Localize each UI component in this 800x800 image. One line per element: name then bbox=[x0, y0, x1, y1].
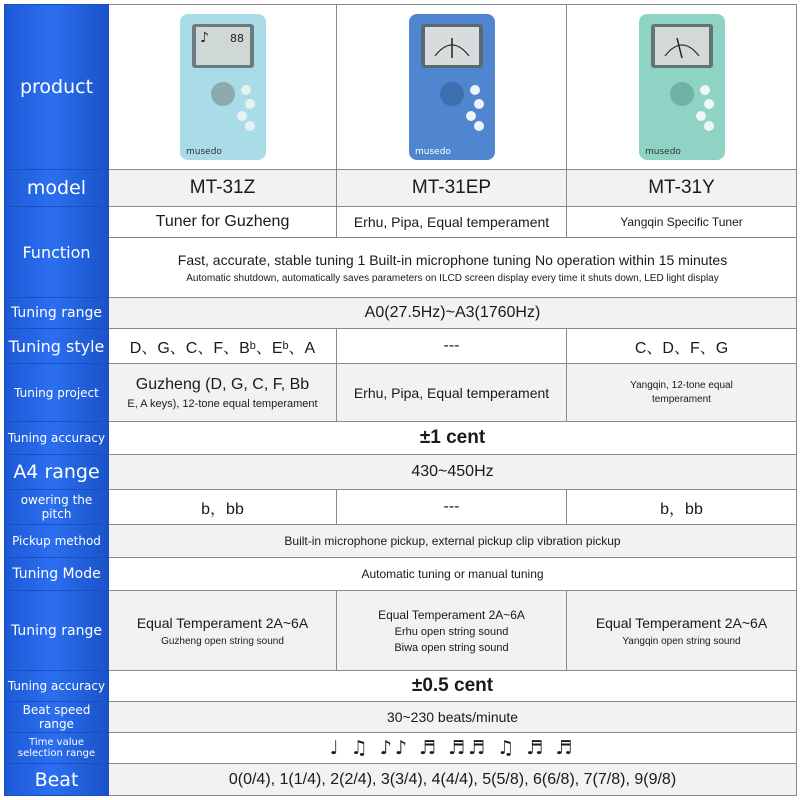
function-mt31z: Tuner for Guzheng bbox=[109, 207, 337, 238]
lowering-mt31z: b，bb bbox=[109, 490, 337, 525]
product-image-mt31ep bbox=[337, 5, 567, 170]
product-image-mt31z bbox=[109, 5, 337, 170]
row-label-tuning-accuracy: Tuning accuracy bbox=[5, 422, 109, 455]
row-label-beat: Beat bbox=[5, 764, 109, 796]
row-label-tuning-mode: Tuning Mode bbox=[5, 558, 109, 591]
tuning-accuracy2-value: ±0.5 cent bbox=[109, 671, 797, 702]
row-label-pickup-method: Pickup method bbox=[5, 525, 109, 558]
tuning-range2-mt31ep-sub2: Biwa open string sound bbox=[394, 641, 509, 654]
tuning-accuracy-value: ±1 cent bbox=[109, 422, 797, 455]
product-image-mt31y bbox=[567, 5, 797, 170]
tuning-style-mt31ep: --- bbox=[337, 329, 567, 364]
tuning-range2-mt31ep bbox=[337, 591, 567, 671]
tuning-mode-value: Automatic tuning or manual tuning bbox=[109, 558, 797, 591]
row-label-tuning-style: Tuning style bbox=[5, 329, 109, 364]
row-label-tuning-range-2: Tuning range bbox=[5, 591, 109, 671]
tuning-range2-mt31z-sub: Guzheng open string sound bbox=[161, 635, 284, 647]
model-mt31ep: MT-31EP bbox=[337, 170, 567, 207]
tuning-range2-mt31y-sub: Yangqin open string sound bbox=[622, 635, 741, 647]
tuning-project-mt31y bbox=[567, 364, 797, 422]
model-mt31z: MT-31Z bbox=[109, 170, 337, 207]
row-label-beat-speed: Beat speed range bbox=[5, 702, 109, 733]
tuning-project-mt31z-main: Guzheng (D, G, C, F, Bb bbox=[135, 375, 310, 393]
lowering-mt31ep: --- bbox=[337, 490, 567, 525]
tuning-project-mt31z-sub: E, A keys), 12-tone equal temperament bbox=[127, 397, 318, 410]
tuner-device-icon bbox=[407, 12, 497, 162]
row-label-tuning-range: Tuning range bbox=[5, 298, 109, 329]
tuning-range2-mt31y-main: Equal Temperament 2A~6A bbox=[595, 614, 768, 631]
row-label-time-value: Time value selection range bbox=[5, 733, 109, 764]
function-mt31y: Yangqin Specific Tuner bbox=[567, 207, 797, 238]
svg-text:♪: ♪ bbox=[199, 30, 209, 46]
tuning-range2-mt31ep-main: Equal Temperament 2A~6A bbox=[378, 607, 525, 622]
row-label-function: Function bbox=[5, 207, 109, 298]
beat-speed-value: 30~230 beats/minute bbox=[109, 702, 797, 733]
row-label-tuning-accuracy-2: Tuning accuracy bbox=[5, 671, 109, 702]
lowering-mt31y: b，bb bbox=[567, 490, 797, 525]
function-mt31ep: Erhu, Pipa, Equal temperament bbox=[337, 207, 567, 238]
beat-value: 0(0/4), 1(1/4), 2(2/4), 3(3/4), 4(4/4), 5(5/8), 6(6/8), 7(7/8), 9(9/8) bbox=[109, 764, 797, 796]
row-label-a4-range: A4 range bbox=[5, 455, 109, 490]
row-label-tuning-project: Tuning project bbox=[5, 364, 109, 422]
tuning-range2-mt31z-main: Equal Temperament 2A~6A bbox=[136, 614, 309, 631]
tuning-style-mt31z: D、G、C、F、Bᵇ、Eᵇ、A bbox=[109, 329, 337, 364]
tuning-project-mt31y-line1: Yangqin, 12-tone equal bbox=[630, 380, 733, 391]
tuning-range2-mt31ep-sub1: Erhu open string sound bbox=[394, 625, 509, 638]
tuning-range-value: A0(27.5Hz)~A3(1760Hz) bbox=[109, 298, 797, 329]
device-display-text: 88 bbox=[229, 32, 244, 45]
function-sub-text: Automatic shutdown, automatically saves parameters on ILCD screen display every time it shuts down, LED light display bbox=[186, 272, 719, 284]
tuning-project-mt31z bbox=[109, 364, 337, 422]
function-main-text: Fast, accurate, stable tuning 1 Built-in microphone tuning No operation within 15 minutes bbox=[177, 251, 728, 268]
tuning-project-mt31y-line2: temperament bbox=[652, 394, 711, 405]
tuning-style-mt31y: C、D、F、G bbox=[567, 329, 797, 364]
tuner-device-icon bbox=[178, 12, 268, 162]
time-value-notes: ♩ ♫ ♪♪ ♬ ♬♬ ♫ ♬ ♬ bbox=[109, 733, 797, 764]
device-brand-text: musedo bbox=[185, 147, 222, 157]
pickup-value: Built-in microphone pickup, external pickup clip vibration pickup bbox=[109, 525, 797, 558]
device-brand-text: musedo bbox=[414, 147, 451, 157]
model-mt31y: MT-31Y bbox=[567, 170, 797, 207]
row-label-product: product bbox=[5, 5, 109, 170]
a4-range-value: 430~450Hz bbox=[109, 455, 797, 490]
tuning-project-mt31ep: Erhu, Pipa, Equal temperament bbox=[337, 364, 567, 422]
row-label-model: model bbox=[5, 170, 109, 207]
row-label-lowering-pitch: owering the pitch bbox=[5, 490, 109, 525]
spec-table bbox=[4, 4, 797, 796]
function-common bbox=[109, 238, 797, 298]
tuner-device-icon bbox=[637, 12, 727, 162]
tuning-range2-mt31y bbox=[567, 591, 797, 671]
tuning-range2-mt31z bbox=[109, 591, 337, 671]
device-brand-text: musedo bbox=[644, 147, 681, 157]
